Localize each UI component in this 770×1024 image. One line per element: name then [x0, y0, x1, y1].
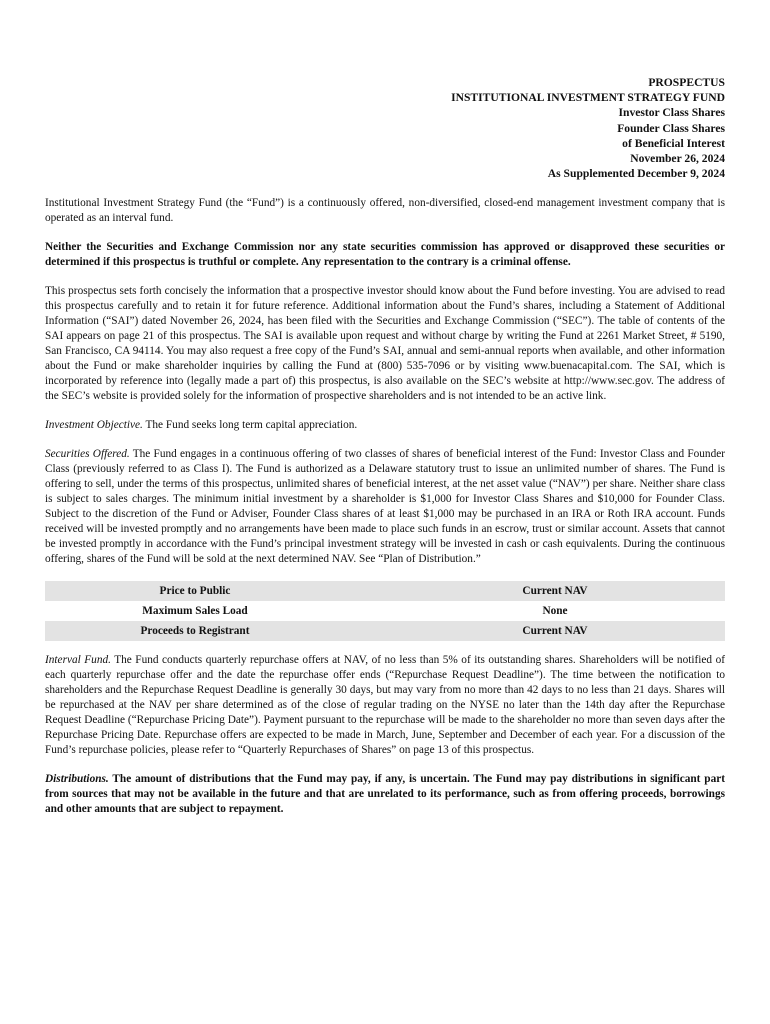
- interval-fund-paragraph: [45, 653, 725, 758]
- prospectus-header: [451, 75, 725, 181]
- intro-paragraph: Institutional Investment Strategy Fund (the “Fund”) is a continuously offered, non-diversified, closed-end management investment company that is operated as an interval fund.: [45, 197, 725, 224]
- investment-objective-label: Investment Objective.: [45, 419, 143, 431]
- header-beneficial-interest: of Beneficial Interest: [622, 136, 725, 150]
- table-row: [45, 581, 725, 601]
- pricing-table: [45, 581, 725, 641]
- table-row: [45, 621, 725, 641]
- header-title: PROSPECTUS: [648, 76, 725, 89]
- securities-offered-paragraph: [45, 447, 725, 567]
- header-fund-name: INSTITUTIONAL INVESTMENT STRATEGY FUND: [451, 91, 725, 105]
- header-date: November 26, 2024: [630, 152, 725, 166]
- prospectus-info-paragraph: This prospectus sets forth concisely the information that a prospective investor should know about the Fund before investing. You are advised to read this prospectus carefully and to retain it for future reference. Additional information about the Fund’s shares, including a Statement of Additional Information (“SAI”) dated November 26, 2024, has been filed with the Securities and Exchange Commission (“SEC”). The table of contents of the SAI appears on page 21 of this prospectus. The SAI is available upon request and without charge by writing the Fund at 2261 Market Street, # 5190, San Francisco, CA 94114. You may also request a free copy of the Fund’s SAI, annual and semi-annual reports when available, and other information about the Fund or make shareholder inquiries by calling the Fund at (800) 535-7096 or by visiting www.buenacapital.com. The SAI, which is incorporated by reference into (legally made a part of) this prospectus, is also available on the SEC’s website at http://www.sec.gov. The address of the SEC’s website is provided solely for the information of prospective shareholders and is not intended to be an active link.: [45, 285, 725, 402]
- securities-offered-label: Securities Offered.: [45, 448, 130, 460]
- header-investor-class: Investor Class Shares: [618, 106, 725, 120]
- pricing-label: Maximum Sales Load: [142, 604, 248, 617]
- header-supplement-date: As Supplemented December 9, 2024: [547, 167, 725, 181]
- prospectus-body: [45, 196, 725, 831]
- interval-fund-text: The Fund conducts quarterly repurchase offers at NAV, of no less than 5% of its outstanding shares. Shareholders will be notified of each quarterly repurchase offer and the date the repurchase offer ends (“Repurchase Request Deadline”). The time between the notification to shareholders and the Repurchase Request Deadline is generally 30 days, but may vary from no more than 42 days to no less than 21 days. Shares will be repurchased at the NAV per share determined as of the close of regular trading on the NYSE no later than the 14th day after the Repurchase Request Deadline (“Repurchase Pricing Date”). Payment pursuant to the repurchase will be made to the shareholder no more than seven days after the Repurchase Pricing Date. Repurchase offers are expected to be made in March, June, September and December of each year. For a discussion of the Fund’s repurchase policies, please refer to “Quarterly Repurchases of Shares” on page 13 of this prospectus.: [45, 654, 725, 756]
- investment-objective-paragraph: [45, 418, 725, 433]
- header-founder-class: Founder Class Shares: [617, 121, 725, 135]
- investment-objective-text: The Fund seeks long term capital appreciation.: [142, 419, 358, 431]
- distributions-text: The amount of distributions that the Fund may pay, if any, is uncertain. The Fund may pay distributions in significant part from sources that may not be available in the future and that are unrelated to its performance, such as from offering proceeds, borrowings and other amounts that are subject to repayment.: [45, 773, 725, 815]
- pricing-label: Proceeds to Registrant: [45, 621, 385, 641]
- pricing-label: Price to Public: [45, 581, 385, 601]
- distributions-paragraph: [45, 772, 725, 817]
- sec-notice-paragraph: Neither the Securities and Exchange Commission nor any state securities commission has approved or disapproved these securities or determined if this prospectus is truthful or complete. Any representation to the contrary is a criminal offense.: [45, 241, 725, 268]
- interval-fund-label: Interval Fund.: [45, 654, 111, 666]
- distributions-label: Distributions.: [45, 773, 109, 785]
- pricing-value: None: [542, 604, 568, 617]
- pricing-value: Current NAV: [385, 581, 725, 601]
- table-row: [45, 601, 725, 621]
- securities-offered-text: The Fund engages in a continuous offering of two classes of shares of beneficial interest of the Fund: Investor Class and Founder Class (previously referred to as Class I). The Fund is authorized as a Delaware statutory trust to issue an unlimited number of shares. The Fund is offering to sell, under the terms of this prospectus, unlimited shares of beneficial interest, at the net asset value (“NAV”) per share. Neither share class is subject to sales charges. The minimum initial investment by a shareholder is $1,000 for Investor Class Shares and $10,000 for Founder Class. Subject to the discretion of the Fund or Adviser, Founder Class shares of at least $1,000 may be purchased in an IRA or Roth IRA account. Funds received will be invested promptly and no arrangements have been made to place such funds in an escrow, trust or similar account. Assets that cannot be invested promptly in accordance with the Fund’s principal investment strategy will be invested in cash or cash equivalents. During the continuous offering, shares of the Fund will be sold at the next determined NAV. See “Plan of Distribution.”: [45, 448, 725, 565]
- pricing-value: Current NAV: [385, 621, 725, 641]
